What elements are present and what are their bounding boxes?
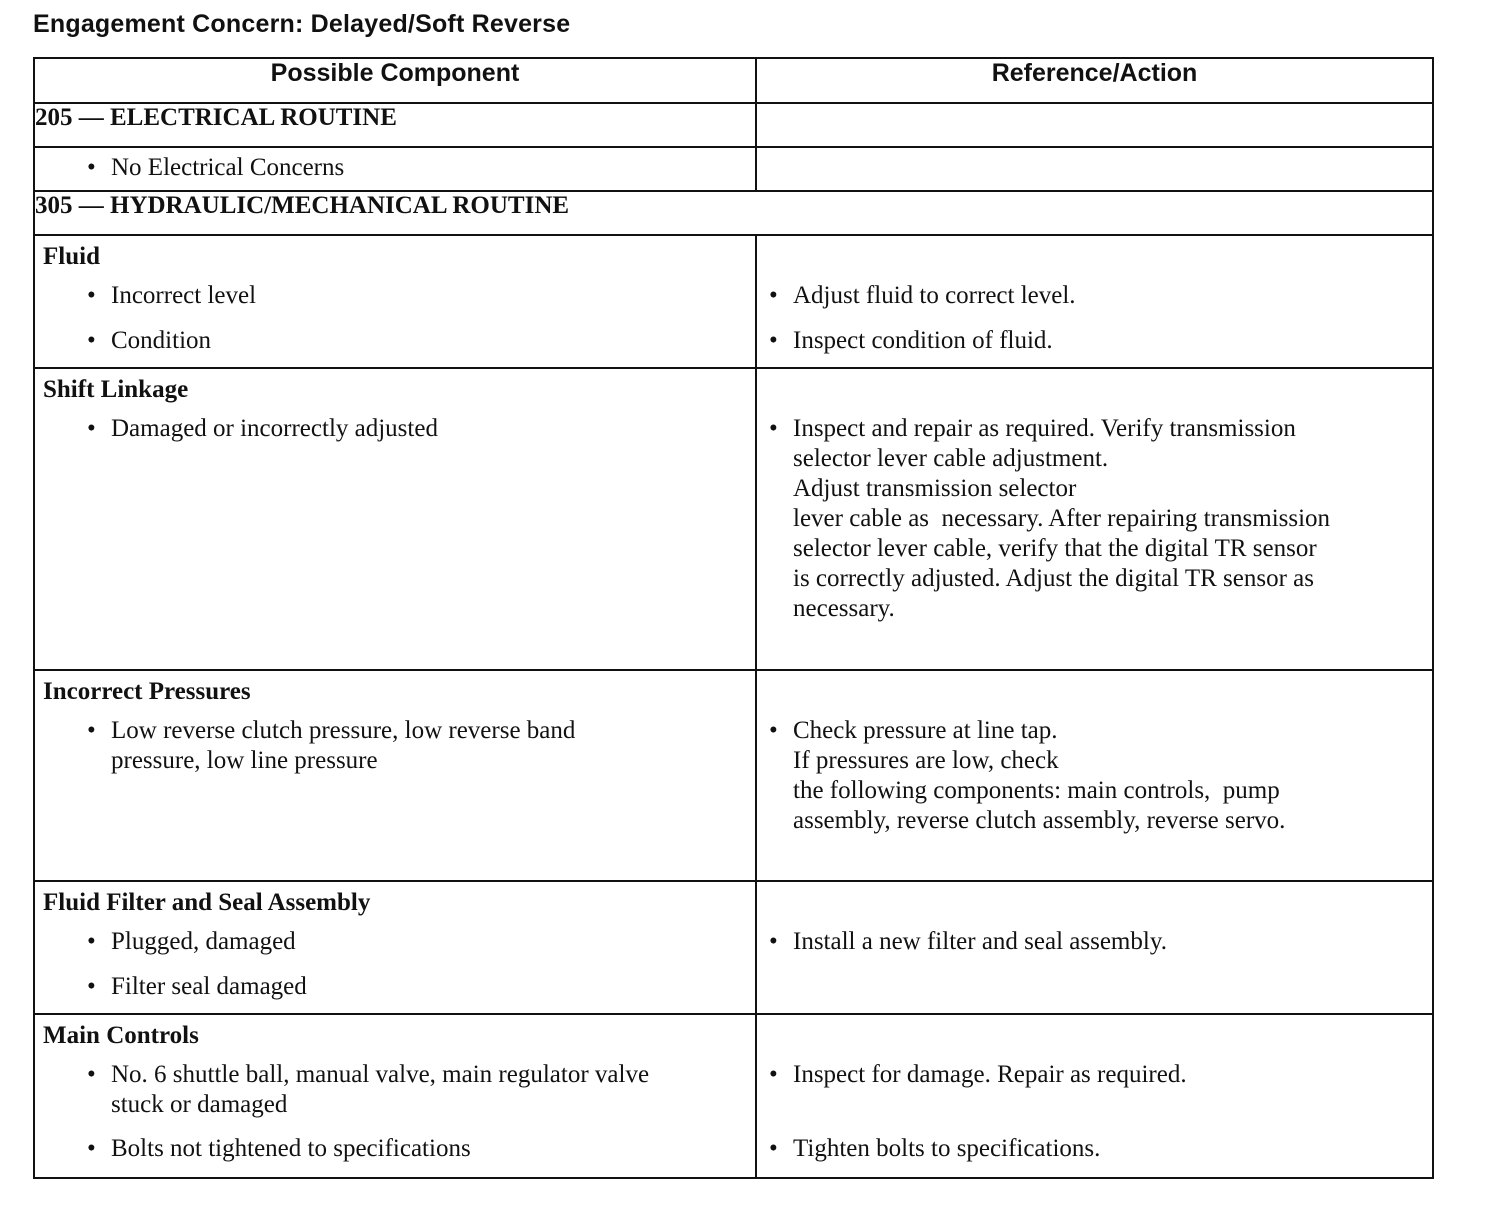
list-item	[35, 927, 755, 957]
component-cell	[34, 670, 756, 881]
section-title-hydraulic: 305 — HYDRAULIC/MECHANICAL ROUTINE	[34, 191, 1433, 235]
list-item	[757, 281, 1432, 311]
bullet: •	[769, 717, 778, 744]
empty-cell	[756, 103, 1433, 147]
page-title: Engagement Concern: Delayed/Soft Reverse	[33, 10, 571, 38]
item-text: Plugged, damaged	[111, 928, 296, 955]
diagnosis-table	[33, 57, 1434, 1179]
bullet: •	[87, 717, 96, 744]
group-title-controls: Main Controls	[43, 1022, 199, 1049]
item-text: Bolts not tightened to specifications	[111, 1135, 471, 1162]
bullet: •	[769, 327, 778, 354]
section-title-electrical: 205 — ELECTRICAL ROUTINE	[34, 103, 756, 147]
action-text: Check pressure at line tap. If pressures are low, check the following components: main controls, pump assembly, reverse clutch assembly, reverse servo.	[793, 717, 1286, 834]
bullet: •	[87, 928, 96, 955]
action-cell	[756, 368, 1433, 670]
header-row	[34, 58, 1433, 103]
bullet: •	[87, 415, 96, 442]
bullet: •	[87, 1135, 96, 1162]
item-text: No. 6 shuttle ball, manual valve, main regulator valve stuck or damaged	[111, 1061, 650, 1118]
group-title-pressures: Incorrect Pressures	[43, 678, 251, 705]
item-text: No Electrical Concerns	[111, 154, 345, 181]
item-text: Damaged or incorrectly adjusted	[111, 415, 438, 442]
list-item	[35, 414, 755, 444]
bullet: •	[769, 282, 778, 309]
action-text: Inspect condition of fluid.	[793, 327, 1053, 354]
action-cell	[756, 1014, 1433, 1178]
bullet: •	[769, 415, 778, 442]
list-item	[35, 972, 755, 1002]
component-cell	[34, 881, 756, 1014]
table-row	[34, 368, 1433, 670]
component-cell	[34, 1014, 756, 1178]
component-cell	[34, 147, 756, 191]
column-header-component: Possible Component	[34, 58, 756, 103]
item-text: Filter seal damaged	[111, 973, 307, 1000]
table-row	[34, 670, 1433, 881]
table-row	[34, 881, 1433, 1014]
section-row-hydraulic	[34, 191, 1433, 235]
action-text: Tighten bolts to specifications.	[793, 1135, 1101, 1162]
table-row	[34, 147, 1433, 191]
bullet: •	[87, 1061, 96, 1088]
bullet: •	[769, 928, 778, 955]
bullet: •	[87, 973, 96, 1000]
table-row	[34, 235, 1433, 368]
item-text: Low reverse clutch pressure, low reverse band pressure, low line pressure	[111, 717, 576, 774]
bullet: •	[769, 1135, 778, 1162]
list-item	[757, 326, 1432, 356]
action-text: Adjust fluid to correct level.	[793, 282, 1076, 309]
action-text: Inspect and repair as required. Verify transmission selector lever cable adjustment. Adjust transmission selector lever cable as necessary. After repairing transmission selector lever cable, verify that the digital TR sensor is correctly adjusted. Adjust the digital TR sensor as necessary.	[793, 415, 1331, 622]
list-item	[35, 326, 755, 356]
table-row	[34, 1014, 1433, 1178]
list-item	[757, 716, 1432, 836]
group-title-fluid: Fluid	[43, 243, 100, 270]
bullet: •	[769, 1061, 778, 1088]
column-header-action: Reference/Action	[756, 58, 1433, 103]
list-item	[757, 927, 1432, 957]
list-item	[757, 414, 1432, 624]
group-title-linkage: Shift Linkage	[43, 376, 189, 403]
list-item	[757, 1134, 1432, 1164]
item-text: Condition	[111, 327, 212, 354]
list-item	[35, 1134, 755, 1164]
list-item	[35, 153, 755, 183]
item-text: Incorrect level	[111, 282, 257, 309]
action-text: Inspect for damage. Repair as required.	[793, 1061, 1187, 1088]
group-title-filter: Fluid Filter and Seal Assembly	[43, 889, 371, 916]
bullet: •	[87, 154, 96, 181]
list-item	[35, 716, 755, 776]
action-cell	[756, 881, 1433, 1014]
action-cell	[756, 235, 1433, 368]
component-cell	[34, 235, 756, 368]
list-item	[35, 281, 755, 311]
empty-cell	[756, 147, 1433, 191]
component-cell	[34, 368, 756, 670]
action-text: Install a new filter and seal assembly.	[793, 928, 1167, 955]
bullet: •	[87, 282, 96, 309]
section-row-electrical	[34, 103, 1433, 147]
list-item	[757, 1060, 1432, 1090]
action-cell	[756, 670, 1433, 881]
list-item	[35, 1060, 755, 1120]
bullet: •	[87, 327, 96, 354]
